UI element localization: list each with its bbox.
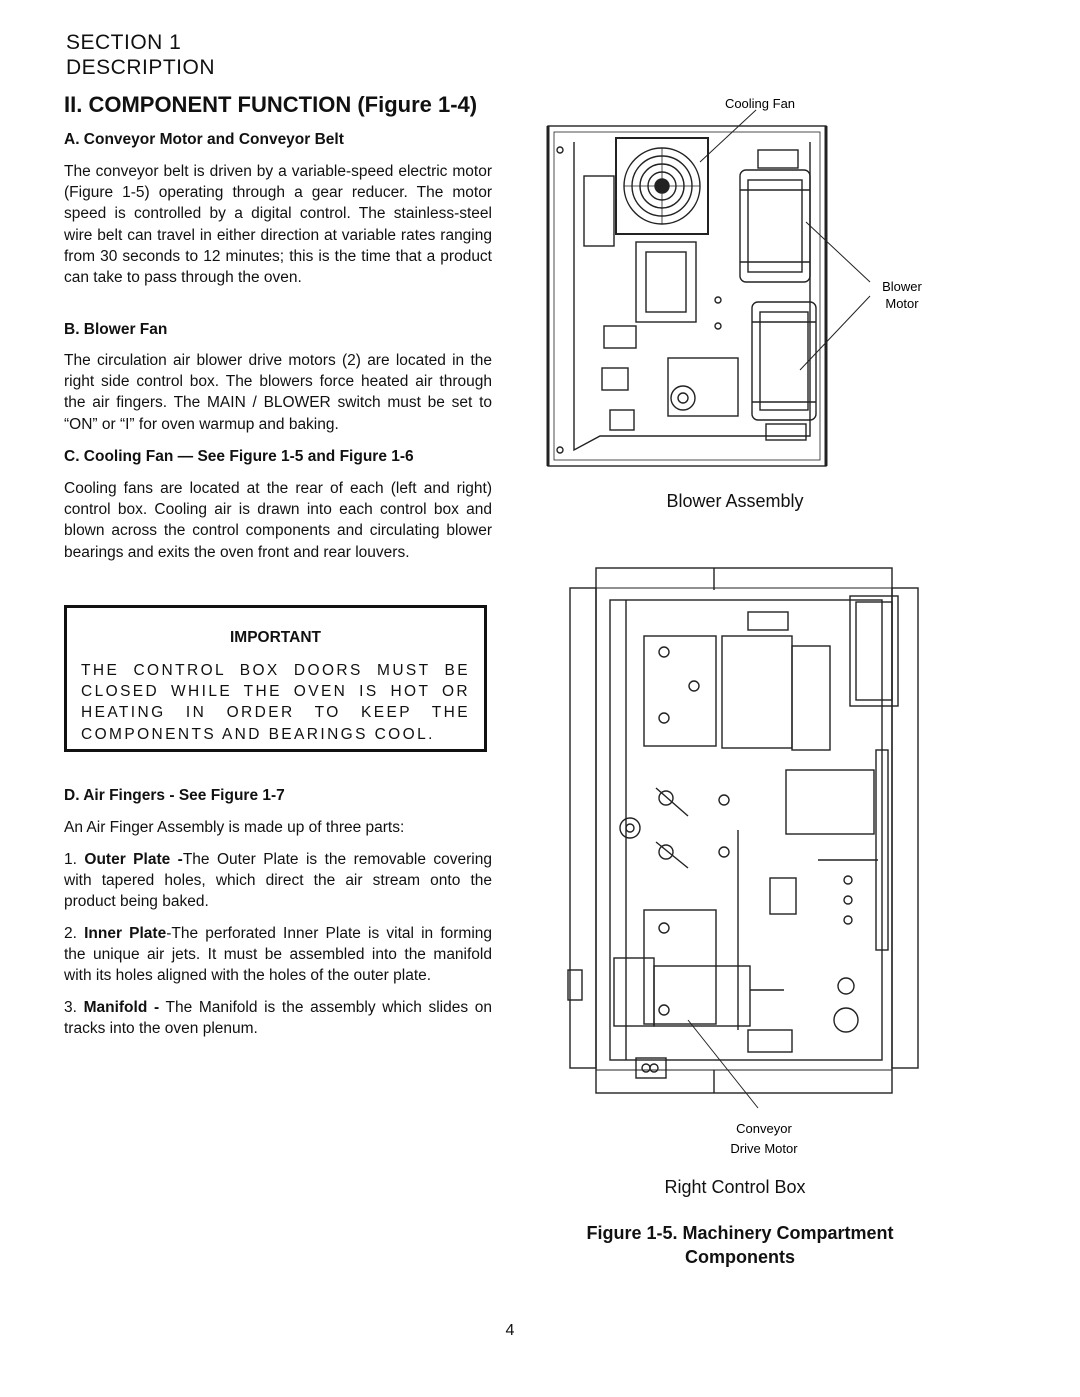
subsection-a-text: The conveyor belt is driven by a variable-speed electric motor (Figure 1-5) operating through a gear reducer. The motor speed is controlled by a digital control. The stainless-steel wire belt can travel in either direction at variable rates ranging from 30 seconds to 12 minutes; this is the time that a product can take to pass through the oven. [64, 163, 492, 287]
subsection-a-heading: A. Conveyor Motor and Conveyor Belt [64, 131, 344, 148]
subsection-d-intro: An Air Finger Assembly is made up of three parts: [64, 819, 405, 836]
list-item-number: 1. [64, 851, 77, 868]
blower-callout-line2: Motor [885, 296, 919, 311]
conveyor-callout-line2: Drive Motor [730, 1141, 798, 1156]
right-control-box-caption: Right Control Box [664, 1177, 806, 1197]
important-notice [64, 605, 487, 752]
subsection-c-text: Cooling fans are located at the rear of each (left and right) control box. Cooling air is drawn into each control box and blown across the control components and circulating blower bearings and exits the oven front and rear louvers. [64, 480, 492, 561]
list-item [64, 997, 492, 1039]
blower-assembly-diagram [540, 90, 940, 490]
important-title: IMPORTANT [230, 629, 321, 646]
list-item-text: The Manifold is the assembly which slides on tracks into the oven plenum. [64, 999, 493, 1038]
blower-callout-line1: Blower [882, 279, 922, 294]
list-item [64, 849, 492, 913]
subsection-d-heading: D. Air Fingers - See Figure 1-7 [64, 787, 285, 804]
cooling-fan-callout: Cooling Fan [724, 96, 796, 111]
page-title: II. COMPONENT FUNCTION (Figure 1-4) [64, 92, 478, 117]
subsection-b-heading: B. Blower Fan [64, 321, 168, 338]
figure-caption-line2: Components [685, 1247, 795, 1267]
blower-assembly-caption: Blower Assembly [666, 491, 804, 511]
figure-caption [560, 1221, 920, 1269]
section-number: SECTION 1 [66, 31, 182, 54]
list-item-number: 3. [64, 999, 77, 1016]
subsection-c-heading: C. Cooling Fan — See Figure 1-5 and Figure 1-6 [64, 448, 414, 465]
section-description: DESCRIPTION [66, 56, 216, 79]
subsection-b-text: The circulation air blower drive motors (2) are located in the right side control box. The blowers force heated air through the air fingers. The MAIN / BLOWER switch must be set to “ON” or “I” for oven warmup and baking. [64, 352, 492, 433]
page-number: 4 [505, 1322, 515, 1339]
right-control-box-diagram [548, 560, 948, 1170]
list-item-term: Inner Plate [84, 925, 167, 942]
important-text: THE CONTROL BOX DOORS MUST BE CLOSED WHILE THE OVEN IS HOT OR HEATING IN ORDER TO KEEP THE COMPONENTS AND BEARINGS COOL. [81, 662, 470, 743]
figure-caption-line1: Figure 1-5. Machinery Compartment [586, 1223, 894, 1243]
list-item-text: -The perforated Inner Plate is vital in forming the unique air jets. It must be assembled into the manifold with its holes aligned with the holes of the outer plate. [64, 925, 493, 985]
conveyor-callout-line1: Conveyor [736, 1121, 792, 1136]
list-item-text: The Outer Plate is the removable covering with tapered holes, which direct the air stream onto the product being baked. [64, 851, 492, 911]
section-header [66, 30, 215, 80]
list-item-term: Manifold - [83, 999, 160, 1016]
list-item-term: Outer Plate - [84, 851, 183, 868]
list-item-number: 2. [64, 925, 77, 942]
list-item [64, 923, 492, 987]
